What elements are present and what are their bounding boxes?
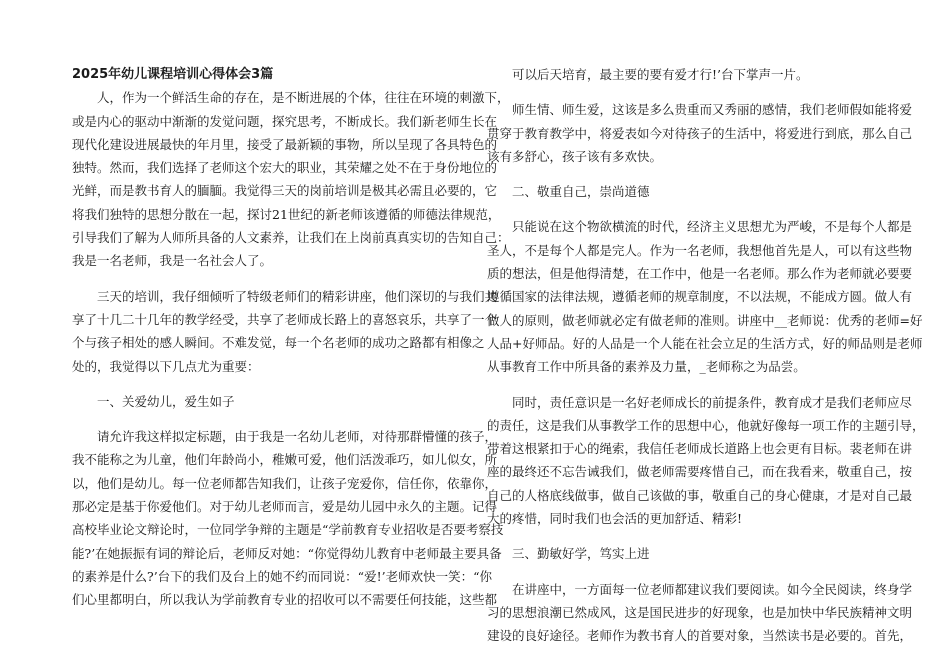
paragraph-line: 师生情、师生爱，这该是多么贵重而又秀丽的感情，我们老师假如能将爱: [512, 102, 913, 118]
paragraph-line: 处的，我觉得以下几点尤为重要：: [72, 358, 260, 374]
paragraph-gap: [72, 413, 462, 425]
paragraph-line: 那必定是基于你爱他们。对于幼儿老师而言，爱是幼儿园中永久的主题。记得: [72, 499, 498, 515]
paragraph-line: 可以后天培育，最主要的要有爱才行!’台下掌声一片。: [512, 67, 809, 82]
paragraph-line: 座的最终还不忘告诫我们，做老师需要疼惜自己，而在我看来，敬重自己，按: [487, 464, 913, 480]
paragraph-line: 质的想法，但是他得清楚，在工作中，他是一名老师。那么作为老师就必要要: [487, 266, 913, 282]
paragraph-gap: [487, 379, 879, 391]
paragraph-line: 光鲜，而是教书育人的腼腼。我觉得三天的岗前培训是极其必需且必要的，它: [72, 183, 498, 199]
paragraph-line: 圣人，不是每个人都是完人。作为一名老师，我想他首先是人，可以有这些物: [487, 242, 913, 258]
paragraph-line: 或是内心的驱动中渐渐的发觉问题，探究思考，不断成长。我们新老师生长在: [72, 113, 498, 129]
paragraph-line: 该有多舒心，孩子该有多欢快。: [487, 148, 663, 164]
paragraph-line: 我是一名老师，我是一名社会人了。: [72, 253, 273, 269]
paragraph-line: 的责任，这是我们从事教学工作的思想中心，他就好像每一项工作的主题引导，: [487, 417, 925, 433]
paragraph-line: 现代化建设进展最快的年月里，接受了最新颖的事物，所以呈现了各具特色的: [72, 136, 498, 152]
paragraph-line: 贯穿于教育教学中，将爱表如今对待孩子的生活中，将爱进行到底，那么自己: [487, 125, 913, 141]
paragraph-line: 大的疼惜，同时我们也会活的更加舒适、精彩!: [487, 511, 743, 527]
paragraph-gap: [487, 566, 879, 578]
paragraph-line: 做人的原则，做老师就必定有做老师的准则。讲座中__老师说：优秀的老师=好: [487, 312, 923, 328]
paragraph-line: 习的思想浪潮已然成风，这是国民进步的好现象，也是加快中华民族精神文明: [487, 604, 913, 620]
paragraph-line: 只能说在这个物欲横流的时代，经济主义思想尤为严峻，不是每个人都是: [512, 219, 913, 235]
right-column: [487, 63, 925, 648]
paragraph-line: 一、关爱幼儿，爱生如子: [97, 393, 235, 409]
paragraph-line: 请允许我这样拟定标题，由于我是一名幼儿老师，对待那群懵懂的孩子，: [97, 429, 498, 445]
paragraph-line: 将我们独特的思想分散在一起，探讨21世纪的新老师该遵循的师德法律规范，: [72, 206, 501, 222]
paragraph-line: 同时，责任意识是一名好老师成长的前提条件，教育成才是我们老师应尽: [512, 394, 913, 410]
paragraph-line: 建设的良好途径。老师作为教书育人的首要对象，当然读书是必要的。首先，: [487, 628, 913, 644]
paragraph-gap: [72, 273, 462, 285]
document-title: 2025年幼儿课程培训心得体会3篇: [72, 67, 274, 82]
paragraph-line: 人品+好师品。好的人品是一个人能在社会立足的生活方式，好的师品则是老师: [487, 335, 923, 351]
paragraph-line: 引导我们了解为人师所具备的人文素养，让我们在上岗前真真实切的告知自己：: [72, 230, 510, 246]
paragraph-line: 在讲座中，一方面每一位老师都建议我们要阅读。如今全民阅读，终身学: [512, 581, 913, 597]
paragraph-line: 独特。然而，我们选择了老师这个宏大的职业，其荣耀之处不在于身份地位的: [72, 160, 498, 176]
paragraph-line: 以，他们是幼儿。每一位老师都告知我们，让孩子宠爱你，信任你，依靠你，: [72, 475, 498, 491]
paragraph-line: 三、勤敏好学，笃实上进: [512, 546, 650, 562]
paragraph-line: 们心里都明白，所以我认为学前教育专业的招收可以不需要任何技能，这些都: [72, 592, 498, 608]
paragraph-gap: [72, 378, 462, 390]
paragraph-line: 带着这根紧扣于心的绳索，我信任老师成长道路上也会更有目标。裴老师在讲: [487, 441, 913, 457]
paragraph-line: 能?’在她振振有词的辩论后，老师反对她：“你觉得幼儿教育中老师最主要具备: [72, 545, 502, 561]
paragraph-line: 的素养是什么?’台下的我们及台上的她不约而同说：“爱!’老师欢快一笑：“你: [72, 568, 492, 584]
paragraph-line: 享了十几二十几年的教学经受，共享了老师成长路上的喜怒哀乐，共享了一个: [72, 311, 498, 327]
paragraph-gap: [487, 530, 879, 542]
paragraph-gap: [487, 203, 879, 215]
paragraph-line: 我不能称之为儿童，他们年龄尚小，稚嫩可爱，他们活泼乖巧，如儿似女，所: [72, 452, 498, 468]
paragraph-line: 遵循国家的法律法规，遵循老师的规章制度，不以法规，不能成方圆。做人有: [487, 289, 913, 305]
left-column: [72, 63, 510, 612]
paragraph-gap: [487, 168, 879, 180]
paragraph-gap: [487, 86, 879, 98]
paragraph-line: 人，作为一个鲜活生命的存在，是不断进展的个体，往往在环境的刺激下，: [97, 90, 510, 106]
paragraph-line: 高校毕业论文辩论时，一位同学争辩的主题是“学前教育专业招收是否要考察技: [72, 522, 504, 538]
paragraph-line: 个与孩子相处的感人瞬间。不难发觉，每一个名老师的成功之路都有相像之: [72, 335, 485, 351]
paragraph-line: 二、敬重自己，崇尚道德: [512, 184, 650, 200]
paragraph-line: 从事教育工作中所具备的素养及力量，_老师称之为品尝。: [487, 359, 806, 375]
paragraph-line: 三天的培训，我仔细倾听了特级老师们的精彩讲座，他们深切的与我们共: [97, 288, 498, 304]
paragraph-line: 自己的人格底线做事，做自己该做的事，敬重自己的身心健康，才是对自己最: [487, 487, 913, 503]
